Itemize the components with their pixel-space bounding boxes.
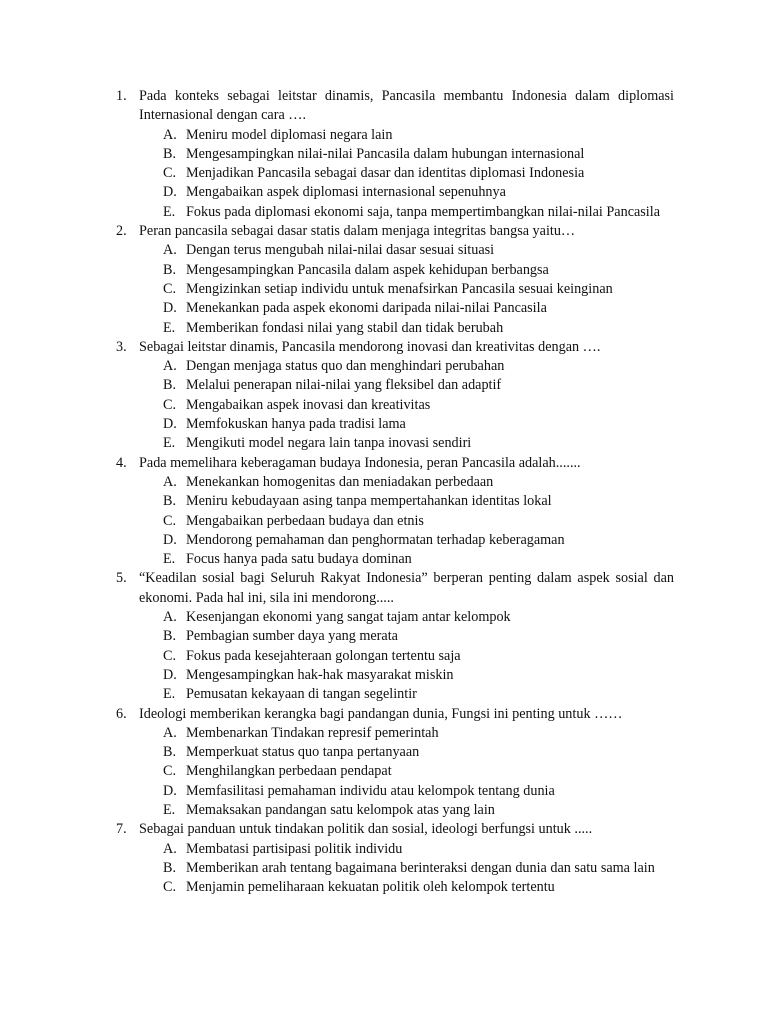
question-item xyxy=(0,820,768,897)
question-number: 6. xyxy=(116,705,127,722)
option-letter: E. xyxy=(163,801,176,818)
option-letter: A. xyxy=(163,358,177,375)
option-letter: C. xyxy=(163,280,177,297)
option-text: Meniru kebudayaan asing tanpa mempertahankan identitas lokal xyxy=(186,493,552,510)
option-text: Mengabaikan perbedaan budaya dan etnis xyxy=(186,512,424,529)
answer-option xyxy=(0,164,674,183)
option-text: Kesenjangan ekonomi yang sangat tajam antar kelompok xyxy=(186,609,511,626)
question-row xyxy=(0,338,674,357)
answer-option xyxy=(0,550,674,569)
answer-option xyxy=(0,724,674,743)
option-letter: C. xyxy=(163,647,177,664)
option-text: Pembagian sumber daya yang merata xyxy=(186,628,398,645)
question-item xyxy=(0,87,768,222)
answer-option xyxy=(0,647,674,666)
option-letter: C. xyxy=(163,165,177,182)
question-number: 4. xyxy=(116,454,127,471)
question-text: “Keadilan sosial bagi Seluruh Rakyat Indonesia” berperan penting dalam aspek sosial dan ekonomi. Pada hal ini, sila ini mendorong..... xyxy=(139,570,674,606)
answer-option xyxy=(0,627,674,646)
option-letter: C. xyxy=(163,396,177,413)
question-number: 5. xyxy=(116,570,127,587)
option-letter: D. xyxy=(163,300,177,317)
question-item xyxy=(0,338,768,454)
option-letter: E. xyxy=(163,686,176,703)
option-text: Melalui penerapan nilai-nilai yang fleksibel dan adaptif xyxy=(186,377,502,394)
option-letter: D. xyxy=(163,184,177,201)
answer-option xyxy=(0,434,674,453)
question-item xyxy=(0,705,768,821)
answer-option xyxy=(0,608,674,627)
question-item xyxy=(0,222,768,338)
question-number: 7. xyxy=(116,821,127,838)
answer-option xyxy=(0,878,674,897)
option-text: Menekankan homogenitas dan meniadakan perbedaan xyxy=(186,473,494,490)
option-letter: A. xyxy=(163,473,177,490)
option-text: Menjamin pemeliharaan kekuatan politik oleh kelompok tertentu xyxy=(186,879,555,896)
answer-option xyxy=(0,183,674,202)
question-text: Sebagai leitstar dinamis, Pancasila mendorong inovasi dan kreativitas dengan …. xyxy=(139,338,601,355)
answer-option xyxy=(0,299,674,318)
option-text: Pemusatan kekayaan di tangan segelintir xyxy=(186,686,417,703)
option-text: Mengizinkan setiap individu untuk menafsirkan Pancasila sesuai keinginan xyxy=(186,280,613,297)
question-row xyxy=(0,222,674,241)
option-letter: B. xyxy=(163,493,177,510)
option-text: Meniru model diplomasi negara lain xyxy=(186,126,393,143)
answer-option xyxy=(0,415,674,434)
option-text: Mengikuti model negara lain tanpa inovasi sendiri xyxy=(186,435,472,452)
option-text: Menghilangkan perbedaan pendapat xyxy=(186,763,392,780)
option-text: Mendorong pemahaman dan penghormatan terhadap keberagaman xyxy=(186,531,565,548)
option-letter: A. xyxy=(163,724,177,741)
option-letter: D. xyxy=(163,416,177,433)
answer-option xyxy=(0,241,674,260)
answer-option xyxy=(0,840,674,859)
option-text: Mengesampingkan Pancasila dalam aspek kehidupan berbangsa xyxy=(186,261,549,278)
question-text: Pada konteks sebagai leitstar dinamis, Pancasila membantu Indonesia dalam diplomasi Internasional dengan cara …. xyxy=(139,88,674,124)
option-text: Dengan terus mengubah nilai-nilai dasar sesuai situasi xyxy=(186,242,495,259)
question-item xyxy=(0,454,768,570)
answer-option xyxy=(0,762,674,781)
question-text: Peran pancasila sebagai dasar statis dalam menjaga integritas bangsa yaitu… xyxy=(139,223,576,240)
option-letter: B. xyxy=(163,145,177,162)
answer-option xyxy=(0,666,674,685)
question-number: 2. xyxy=(116,223,127,240)
answer-option xyxy=(0,801,674,820)
option-letter: B. xyxy=(163,744,177,761)
answer-option xyxy=(0,280,674,299)
answer-option xyxy=(0,126,674,145)
answer-option xyxy=(0,782,674,801)
option-letter: B. xyxy=(163,377,177,394)
question-text: Ideologi memberikan kerangka bagi pandangan dunia, Fungsi ini penting untuk …… xyxy=(139,705,623,722)
option-letter: E. xyxy=(163,551,176,568)
answer-option xyxy=(0,376,674,395)
quiz-document xyxy=(0,87,768,897)
option-text: Mengesampingkan hak-hak masyarakat miskin xyxy=(186,666,454,683)
option-text: Membatasi partisipasi politik individu xyxy=(186,840,403,857)
option-text: Mengabaikan aspek diplomasi internasional sepenuhnya xyxy=(186,184,506,201)
option-text: Mengabaikan aspek inovasi dan kreativitas xyxy=(186,396,431,413)
option-text: Memberikan arah tentang bagaimana berinteraksi dengan dunia dan satu sama lain xyxy=(186,859,655,876)
question-row xyxy=(0,87,674,126)
answer-option xyxy=(0,203,674,222)
option-letter: E. xyxy=(163,319,176,336)
question-row xyxy=(0,454,674,473)
answer-option xyxy=(0,492,674,511)
answer-option xyxy=(0,357,674,376)
answer-option xyxy=(0,473,674,492)
question-row xyxy=(0,569,674,608)
answer-option xyxy=(0,859,674,878)
option-text: Menekankan pada aspek ekonomi daripada nilai-nilai Pancasila xyxy=(186,300,547,317)
question-number: 1. xyxy=(116,88,127,104)
answer-option xyxy=(0,261,674,280)
option-text: Memfokuskan hanya pada tradisi lama xyxy=(186,416,406,433)
question-row xyxy=(0,705,674,724)
option-text: Focus hanya pada satu budaya dominan xyxy=(186,551,412,568)
option-text: Mengesampingkan nilai-nilai Pancasila dalam hubungan internasional xyxy=(186,145,585,162)
question-item xyxy=(0,569,768,704)
option-letter: C. xyxy=(163,763,177,780)
option-letter: B. xyxy=(163,261,177,278)
answer-option xyxy=(0,685,674,704)
option-letter: D. xyxy=(163,782,177,799)
question-text: Pada memelihara keberagaman budaya Indonesia, peran Pancasila adalah....... xyxy=(139,454,581,471)
option-text: Dengan menjaga status quo dan menghindari perubahan xyxy=(186,358,505,375)
answer-option xyxy=(0,743,674,762)
answer-option xyxy=(0,145,674,164)
option-text: Membenarkan Tindakan represif pemerintah xyxy=(186,724,439,741)
question-row xyxy=(0,820,674,839)
option-text: Memperkuat status quo tanpa pertanyaan xyxy=(186,744,420,761)
question-text: Sebagai panduan untuk tindakan politik dan sosial, ideologi berfungsi untuk ..... xyxy=(139,821,593,838)
option-text: Memberikan fondasi nilai yang stabil dan tidak berubah xyxy=(186,319,504,336)
question-number: 3. xyxy=(116,338,127,355)
answer-option xyxy=(0,531,674,550)
option-letter: D. xyxy=(163,666,177,683)
option-letter: B. xyxy=(163,628,177,645)
answer-option xyxy=(0,512,674,531)
option-letter: B. xyxy=(163,859,177,876)
option-letter: E. xyxy=(163,203,176,220)
option-letter: A. xyxy=(163,840,177,857)
option-text: Memaksakan pandangan satu kelompok atas yang lain xyxy=(186,801,495,818)
option-text: Memfasilitasi pemahaman individu atau kelompok tentang dunia xyxy=(186,782,555,799)
answer-option xyxy=(0,319,674,338)
option-letter: C. xyxy=(163,512,177,529)
option-text: Fokus pada diplomasi ekonomi saja, tanpa mempertimbangkan nilai-nilai Pancasila xyxy=(186,203,660,220)
option-letter: A. xyxy=(163,242,177,259)
option-letter: A. xyxy=(163,126,177,143)
answer-option xyxy=(0,396,674,415)
option-text: Fokus pada kesejahteraan golongan tertentu saja xyxy=(186,647,461,664)
option-letter: A. xyxy=(163,609,177,626)
option-letter: D. xyxy=(163,531,177,548)
option-text: Menjadikan Pancasila sebagai dasar dan identitas diplomasi Indonesia xyxy=(186,165,585,182)
option-letter: C. xyxy=(163,879,177,896)
option-letter: E. xyxy=(163,435,176,452)
